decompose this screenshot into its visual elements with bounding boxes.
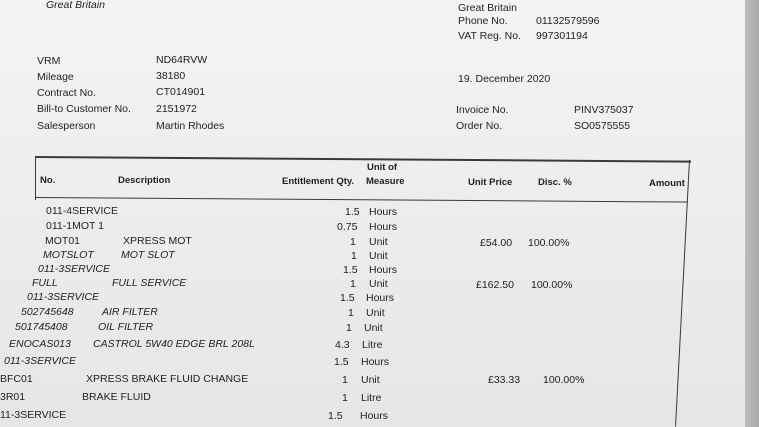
mileage-value: 38180 — [156, 70, 186, 82]
row-13-uom: Hours — [360, 410, 389, 422]
row-12-uom: Litre — [361, 392, 382, 404]
row-6-no: 011-3SERVICE — [27, 291, 99, 303]
salesperson-value: Martin Rhodes — [156, 120, 225, 132]
row-9-qty: 4.3 — [335, 339, 350, 351]
row-11-qty: 1 — [342, 374, 348, 386]
contract-label: Contract No. — [37, 87, 96, 99]
vat-label: VAT Reg. No. — [458, 30, 522, 42]
mileage-label: Mileage — [37, 71, 74, 83]
col-header-price: Unit Price — [468, 177, 513, 188]
table-top-rule — [35, 156, 691, 162]
row-1-no: 011-1MOT 1 — [46, 220, 104, 232]
page-edge-shadow — [745, 0, 759, 427]
row-7-no: 502745648 — [21, 306, 74, 318]
customer-value: 2151972 — [156, 103, 197, 115]
customer-label: Bill-to Customer No. — [37, 103, 131, 115]
row-10-qty: 1.5 — [334, 356, 349, 368]
row-6-uom: Hours — [366, 292, 395, 304]
order-no-label: Order No. — [456, 120, 503, 132]
row-3-uom: Unit — [369, 250, 388, 262]
row-9-desc: CASTROL 5W40 EDGE BRL 208L — [93, 338, 255, 350]
row-6-qty: 1.5 — [340, 292, 355, 304]
col-header-disc: Disc. % — [538, 177, 572, 188]
row-2-disc: 100.00% — [528, 237, 570, 249]
row-11-price: £33.33 — [488, 374, 521, 386]
row-3-no: MOTSLOT — [43, 249, 94, 261]
row-0-no: 011-4SERVICE — [46, 205, 118, 217]
row-8-uom: Unit — [364, 322, 383, 334]
row-13-no: 11-3SERVICE — [0, 409, 67, 421]
row-12-qty: 1 — [342, 392, 348, 404]
row-4-no: 011-3SERVICE — [38, 263, 110, 275]
row-3-desc: MOT SLOT — [121, 249, 175, 261]
invoice-no-label: Invoice No. — [456, 104, 509, 116]
order-no-value: SO0575555 — [574, 120, 631, 132]
col-header-uom-line2: Measure — [366, 176, 405, 187]
row-7-desc: AIR FILTER — [102, 306, 158, 318]
row-9-uom: Litre — [362, 339, 383, 351]
row-11-uom: Unit — [361, 374, 380, 386]
row-2-qty: 1 — [350, 236, 356, 248]
row-7-uom: Unit — [366, 307, 385, 319]
row-1-uom: Hours — [369, 221, 398, 233]
row-5-disc: 100.00% — [531, 279, 573, 291]
col-header-no: No. — [40, 175, 56, 186]
vrm-label: VRM — [37, 55, 61, 67]
col-header-amount: Amount — [649, 178, 685, 189]
table-left-rule — [35, 156, 36, 200]
row-11-desc: XPRESS BRAKE FLUID CHANGE — [86, 373, 249, 385]
row-12-no: 3R01 — [0, 391, 26, 403]
row-1-qty: 0.75 — [337, 221, 358, 233]
phone-label: Phone No. — [458, 15, 508, 27]
company-country: Great Britain — [46, 0, 105, 11]
row-3-qty: 1 — [351, 250, 357, 262]
row-5-price: £162.50 — [476, 279, 514, 291]
vrm-value: ND64RVW — [156, 54, 208, 66]
row-13-qty: 1.5 — [328, 410, 343, 422]
row-2-uom: Unit — [369, 236, 388, 248]
phone-value: 01132579596 — [536, 15, 600, 27]
row-0-uom: Hours — [369, 206, 398, 218]
row-11-disc: 100.00% — [543, 374, 585, 386]
row-2-price: £54.00 — [480, 237, 513, 249]
row-8-no: 501745408 — [15, 321, 68, 333]
row-0-qty: 1.5 — [345, 206, 360, 218]
row-9-no: ENOCAS013 — [9, 338, 71, 350]
col-header-description: Description — [118, 175, 171, 186]
row-5-uom: Unit — [369, 278, 388, 290]
row-4-uom: Hours — [369, 264, 398, 276]
row-10-uom: Hours — [361, 356, 390, 368]
row-5-qty: 1 — [350, 278, 356, 290]
invoice-no-value: PINV375037 — [574, 104, 634, 116]
contract-value: CT014901 — [156, 86, 206, 98]
col-header-uom-line1: Unit of — [367, 162, 398, 173]
row-8-desc: OIL FILTER — [98, 321, 154, 333]
row-7-qty: 1 — [348, 307, 354, 319]
row-5-no: FULL — [32, 277, 58, 289]
salesperson-label: Salesperson — [37, 120, 96, 132]
row-11-no: BFC01 — [0, 373, 33, 385]
row-4-qty: 1.5 — [343, 264, 358, 276]
row-12-desc: BRAKE FLUID — [82, 391, 151, 403]
row-2-no: MOT01 — [45, 235, 81, 247]
dealer-country: Great Britain — [458, 2, 517, 14]
row-8-qty: 1 — [346, 322, 352, 334]
row-2-desc: XPRESS MOT — [123, 235, 192, 247]
col-header-qty: Entitlement Qty. — [282, 176, 355, 187]
invoice-date: 19. December 2020 — [458, 73, 551, 85]
row-10-no: 011-3SERVICE — [4, 355, 76, 367]
row-5-desc: FULL SERVICE — [112, 277, 187, 289]
vat-value: 997301194 — [536, 30, 588, 42]
table-right-rule — [675, 160, 690, 427]
table-header-rule — [35, 197, 688, 203]
